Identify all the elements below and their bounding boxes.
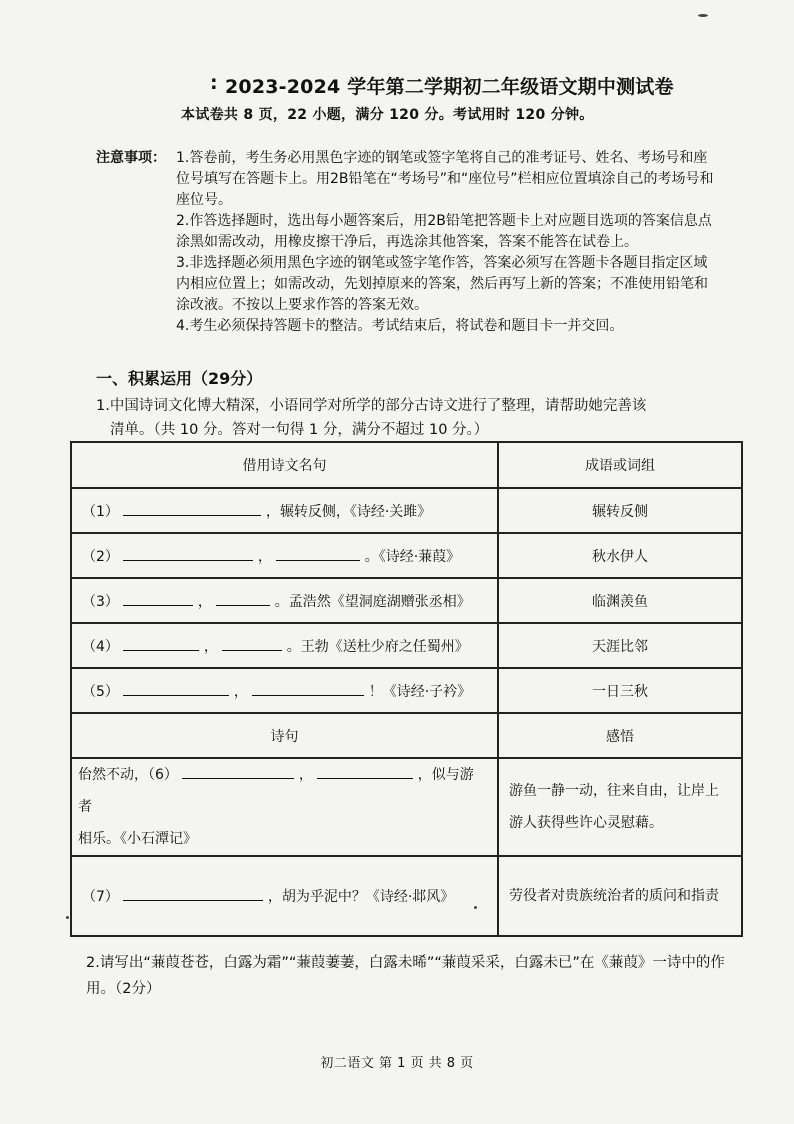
row-source: ！《诗经·子衿》 — [368, 683, 472, 700]
table-row — [71, 758, 742, 856]
question-1 — [96, 394, 696, 442]
exam-subtitle: 本试卷共 8 页，22 小题，满分 120 分。考试用时 120 分钟。 — [181, 107, 594, 123]
answer-blank[interactable] — [123, 886, 263, 901]
table-row — [71, 856, 742, 936]
row-source: 。王勃《送杜少府之任蜀州》 — [286, 638, 469, 655]
notice-label: 注意事项： — [96, 150, 166, 166]
row-number: （7） — [82, 889, 119, 905]
poetry-table — [70, 441, 743, 937]
answer-blank[interactable] — [276, 546, 360, 561]
answer-blank[interactable] — [123, 546, 253, 561]
row-number: （2） — [82, 548, 119, 565]
table-cell — [71, 578, 498, 623]
row-text: ，似与游者 — [78, 767, 474, 815]
row-number: （4） — [82, 638, 119, 655]
answer-blank[interactable] — [123, 501, 261, 516]
title-prefix: : — [210, 72, 218, 94]
answer-blank[interactable] — [123, 681, 229, 696]
table-cell: 天涯比邻 — [498, 623, 742, 668]
exam-title: 2023-2024 学年第二学期初二年级语文期中测试卷 — [225, 76, 674, 98]
table-cell: 一日三秋 — [498, 668, 742, 713]
table-cell: 游鱼一静一动，往来自由，让岸上游人获得些许心灵慰藉。 — [498, 758, 742, 856]
row-number: （3） — [82, 593, 119, 610]
row-number: （1） — [82, 503, 119, 520]
table-row — [71, 488, 742, 533]
row-text: 佁然不动，（6） — [78, 767, 178, 783]
notice-item: 1.答卷前，考生务必用黑色字迹的钢笔或签字笔将自己的准考证号、姓名、考场号和座位号填写在答题卡上。用2B铅笔在“考场号”和“座位号”栏相应位置填涂自己的考场号和座位号。 — [176, 150, 714, 208]
table-cell — [71, 856, 498, 936]
answer-blank[interactable] — [252, 681, 364, 696]
notice-item: 3.非选择题必须用黑色字迹的钢笔或签字笔作答，答案必须写在答题卡各题目指定区域内相应位置上；如需改动，先划掉原来的答案，然后再写上新的答案；不准使用铅笔和涂改液。不按以上要求作答的答案无效。 — [176, 255, 708, 313]
row-source: ，胡为乎泥中？《诗经·邶风》 — [267, 889, 455, 905]
table-row — [71, 668, 742, 713]
row-separator: ， — [298, 767, 313, 783]
question-1-line: 1.中国诗词文化博大精深，小语同学对所学的部分古诗文进行了整理，请帮助她完善该 — [96, 398, 647, 414]
row-source: 。孟浩然《望洞庭湖赠张丞相》 — [274, 593, 471, 610]
table-header-cell: 成语或词组 — [498, 442, 742, 488]
table-row — [71, 623, 742, 668]
table-row — [71, 533, 742, 578]
row-source: 。《诗经·蒹葭》 — [364, 548, 461, 565]
answer-blank[interactable] — [317, 764, 413, 779]
answer-blank[interactable] — [216, 591, 270, 606]
answer-blank[interactable] — [123, 636, 199, 651]
table-cell: 秋水伊人 — [498, 533, 742, 578]
row-number: （5） — [82, 683, 119, 700]
row-separator: ， — [257, 548, 272, 565]
table-cell: 辗转反侧 — [498, 488, 742, 533]
table-cell: 劳役者对贵族统治者的质问和指责 — [498, 856, 742, 936]
row-separator: ， — [203, 638, 218, 655]
table-cell: 临渊羡鱼 — [498, 578, 742, 623]
table-row — [71, 578, 742, 623]
table-header-cell: 感悟 — [498, 713, 742, 758]
table-header-row — [71, 442, 742, 488]
table-cell — [71, 758, 498, 856]
scan-speck — [66, 916, 69, 919]
table-header-row — [71, 713, 742, 758]
answer-blank[interactable] — [123, 591, 193, 606]
table-header-cell: 诗句 — [71, 713, 498, 758]
table-header-cell: 借用诗文名句 — [71, 442, 498, 488]
answer-blank[interactable] — [222, 636, 282, 651]
question-2: 2.请写出“蒹葭苍苍，白露为霜”“蒹葭萋萋，白露未晞”“蒹葭采采，白露未已”在《蒹葭》一诗中的作用。（2分） — [86, 955, 725, 997]
row-source: 相乐。《小石潭记》 — [78, 831, 197, 847]
table-cell — [71, 623, 498, 668]
row-source: ，辗转反侧，《诗经·关雎》 — [265, 503, 432, 520]
row-separator: ， — [233, 683, 248, 700]
page-footer: 初二语文 第 1 页 共 8 页 — [320, 1056, 474, 1071]
notice-item: 4.考生必须保持答题卡的整洁。考试结束后，将试卷和题目卡一并交回。 — [176, 318, 624, 334]
scan-speck — [698, 14, 708, 17]
answer-blank[interactable] — [182, 764, 294, 779]
notice-item: 2.作答选择题时，选出每小题答案后，用2B铅笔把答题卡上对应题目选项的答案信息点涂黑如需改动，用橡皮擦干净后，再选涂其他答案，答案不能答在试卷上。 — [176, 213, 712, 250]
notice-list — [176, 148, 716, 337]
table-cell — [71, 533, 498, 578]
row-separator: ， — [197, 593, 212, 610]
table-cell — [71, 488, 498, 533]
table-cell — [71, 668, 498, 713]
section-heading: 一、积累运用（29分） — [96, 369, 263, 388]
question-1-line: 清单。（共 10 分。答对一句得 1 分，满分不超过 10 分。） — [110, 422, 489, 438]
